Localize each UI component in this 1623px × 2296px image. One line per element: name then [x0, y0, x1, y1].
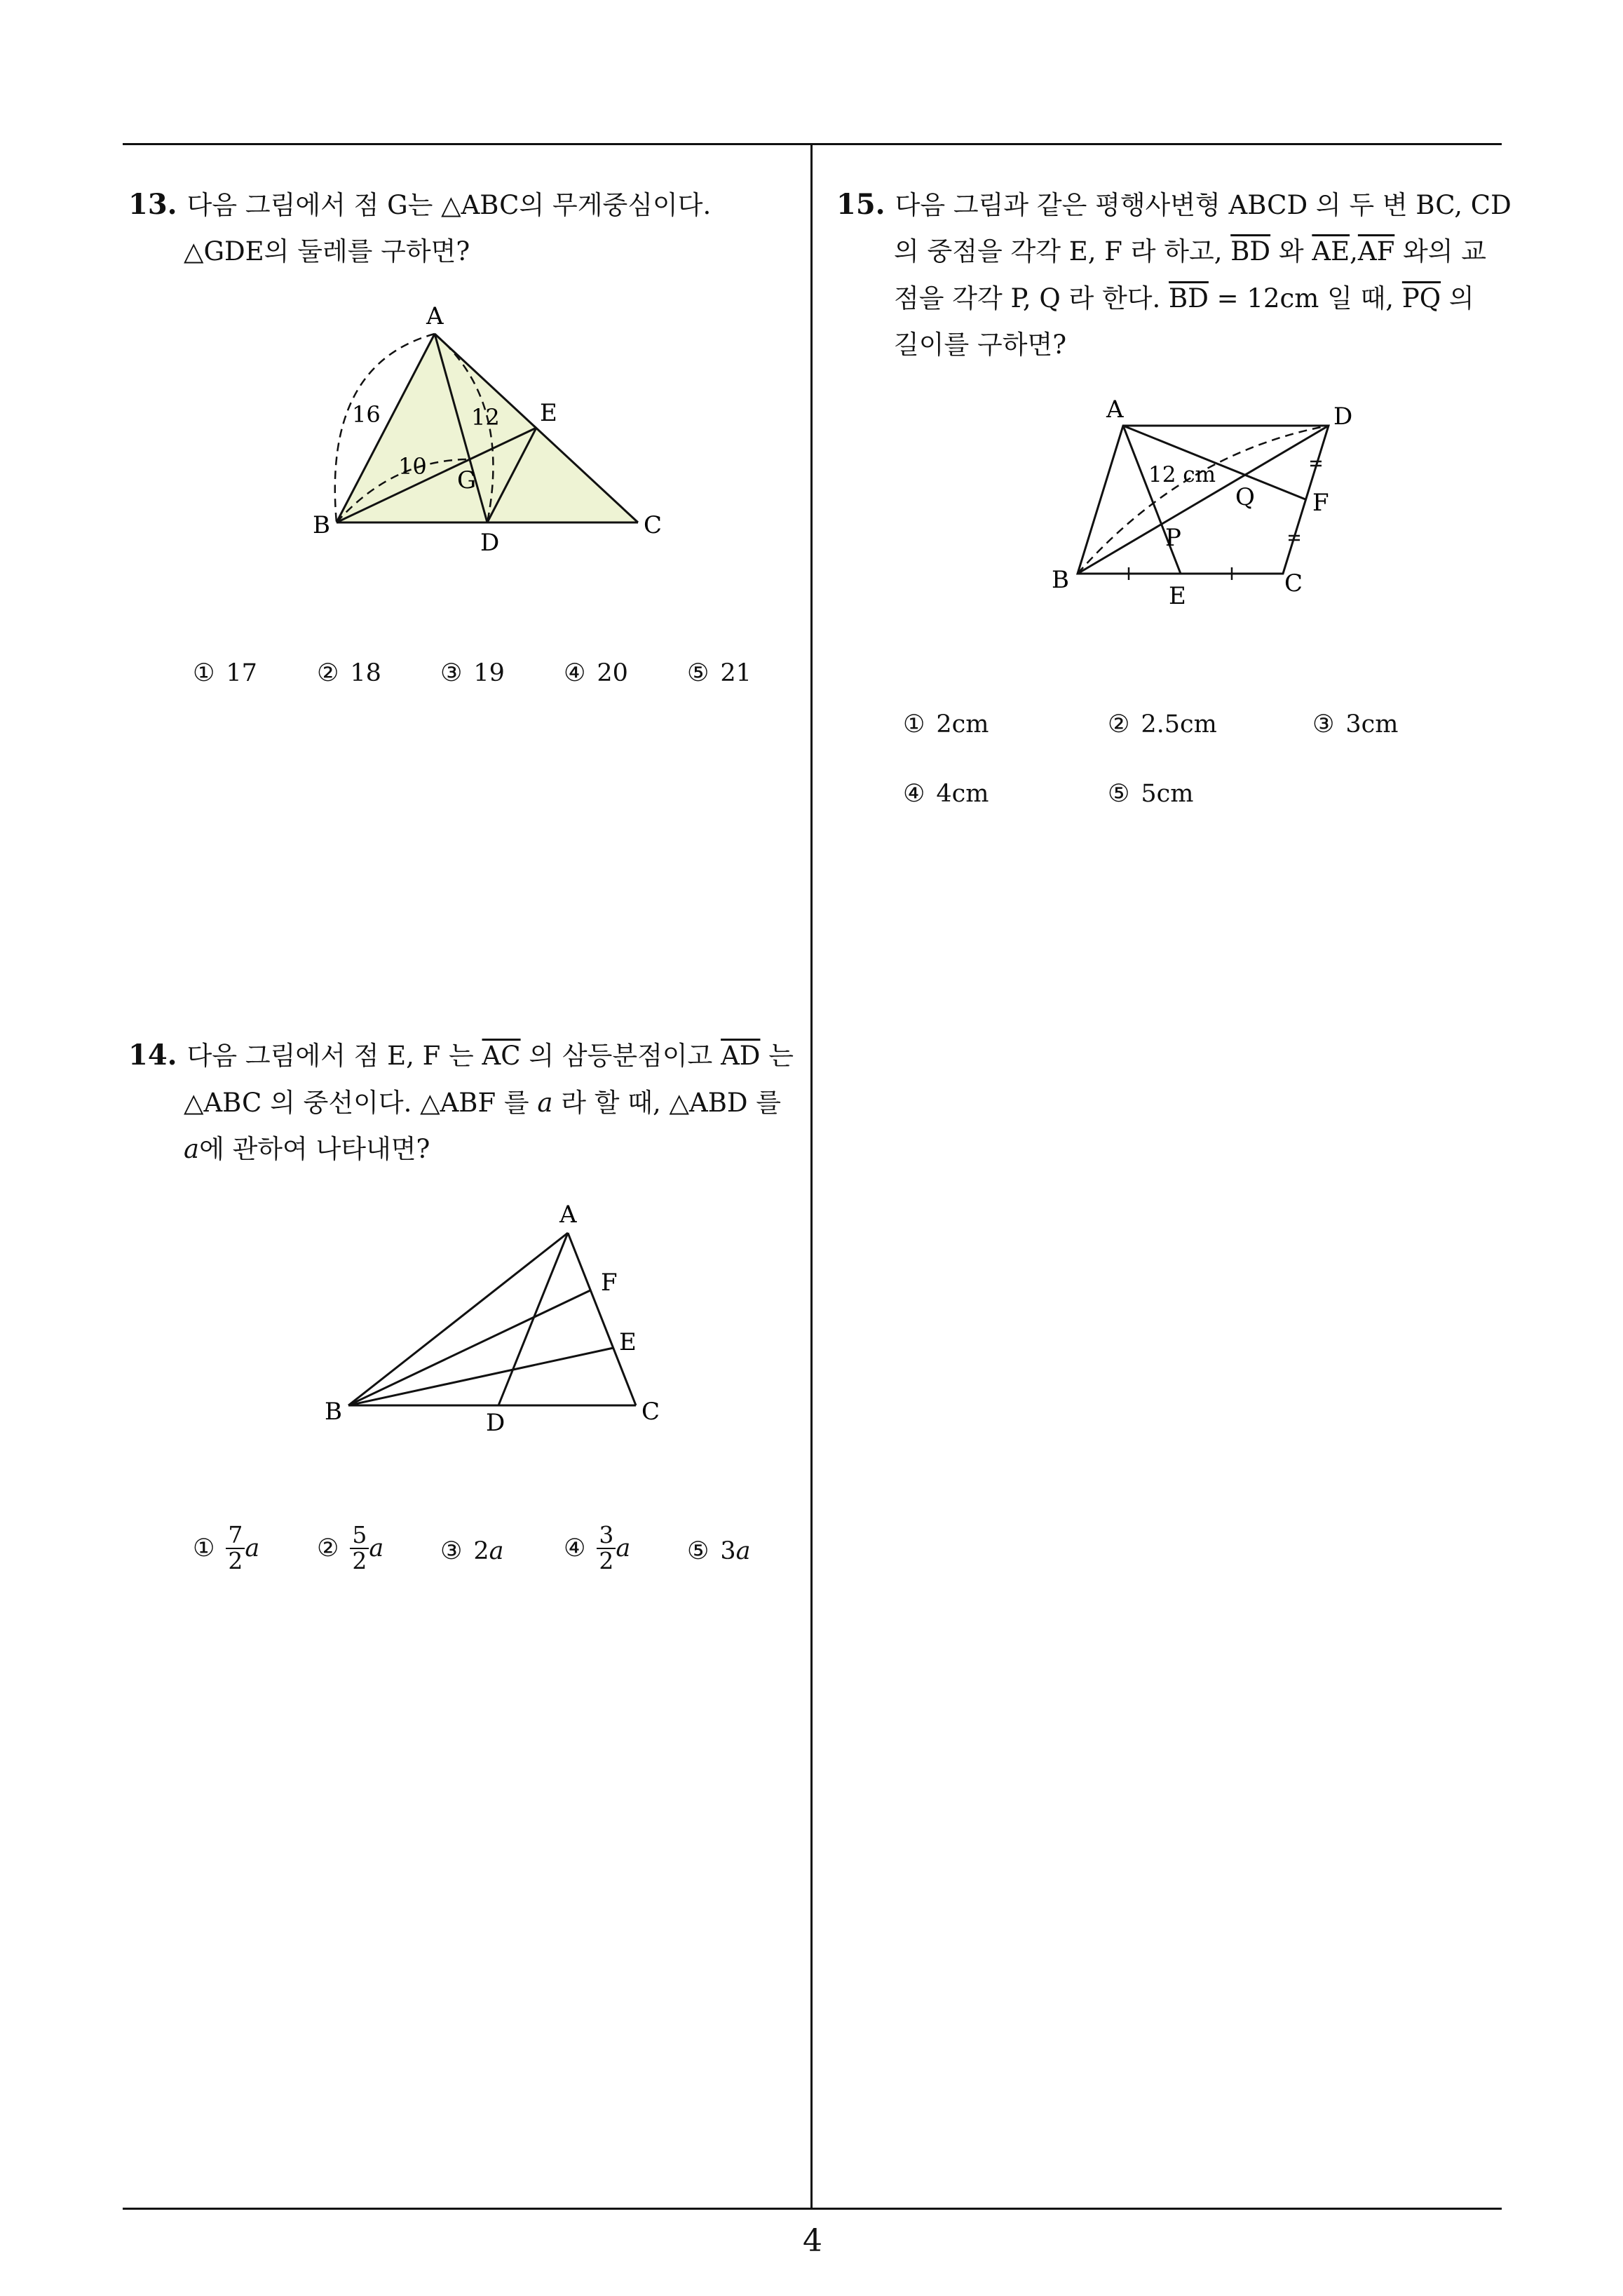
q13-label-e: E: [540, 399, 557, 427]
q13-length-12: 12: [471, 404, 500, 431]
bottom-rule: [123, 2208, 1502, 2210]
q15-label-p: P: [1165, 524, 1181, 552]
q13-choice-4[interactable]: ④ 20: [564, 659, 628, 687]
q14-side-ac: [568, 1233, 636, 1405]
q13-label-g: G: [457, 466, 477, 494]
q15-choice-4[interactable]: ④ 4cm: [903, 780, 989, 808]
q15-label-b: B: [1052, 566, 1069, 594]
q14-choice-4[interactable]: ④ $\frac{3}{2}$ a: [564, 1521, 631, 1574]
q14-side-ab: [348, 1233, 568, 1405]
q13-number: 13.: [128, 188, 177, 221]
q15-label-d: D: [1333, 403, 1353, 431]
q13-label-d: D: [480, 529, 500, 557]
q15-figure: [1045, 386, 1423, 617]
q13-label-a: A: [426, 302, 444, 330]
q13-text-2: △GDE의 둘레를 구하면?: [184, 236, 470, 266]
q14-number: 14.: [128, 1039, 177, 1072]
fraction: $\frac{7}{2}$: [226, 1523, 245, 1573]
page-number: 4: [803, 2223, 822, 2259]
q15-label-a: A: [1106, 396, 1124, 424]
q13-length-16: 16: [352, 401, 381, 428]
q15-label-c: C: [1284, 569, 1303, 597]
fraction: $\frac{3}{2}$: [597, 1523, 616, 1573]
column-divider: [810, 143, 813, 2209]
q14-label-d: D: [486, 1409, 505, 1431]
q15-choice-1[interactable]: ① 2cm: [903, 710, 989, 738]
q14-label-a: A: [559, 1201, 577, 1229]
q15-label-e: E: [1169, 582, 1186, 610]
q14-choice-1[interactable]: ① $\frac{7}{2}$ a: [193, 1521, 260, 1574]
q13-figure: [308, 302, 729, 582]
q14-segment-be: [348, 1348, 613, 1405]
q14-line3: a에 관하여 나타내면?: [184, 1134, 430, 1164]
q15-choice-3[interactable]: ③ 3cm: [1312, 710, 1399, 738]
q15-line2: 의 중점을 각각 E, F 라 하고, $\overline{BD}$ 와 $\overline{AE},\overline{AF}$ 와의 교: [894, 236, 1487, 266]
q15-line4: 길이를 구하면?: [894, 330, 1067, 360]
q14-figure: [319, 1199, 712, 1431]
q14-seg-ad: $\overline{AD}$: [721, 1041, 761, 1071]
q14-median-ad: [498, 1233, 568, 1405]
q13-label-b: B: [313, 511, 330, 539]
q15-label-f: F: [1312, 489, 1329, 517]
q14-segment-bf: [348, 1290, 590, 1405]
q15-choice-2[interactable]: ② 2.5cm: [1108, 710, 1217, 738]
q15-choice-5[interactable]: ⑤ 5cm: [1108, 780, 1194, 808]
q15-length-12cm: 12 cm: [1148, 462, 1216, 487]
q13-text-1: 다음 그림에서 점 G는 △ABC의 무게중심이다.: [186, 190, 712, 220]
q13-line1: [128, 184, 711, 222]
q15-line3: 점을 각각 P, Q 라 한다. $\overline{BD} = 12cm$ 일 때, $\overline{PQ}$ 의: [894, 283, 1474, 313]
q13-line2: [184, 230, 470, 268]
q13-length-10: 10: [398, 453, 427, 480]
fraction: $\frac{5}{2}$: [350, 1523, 369, 1573]
q15-label-q: Q: [1235, 483, 1255, 511]
q14-choice-5[interactable]: ⑤ 3 a: [687, 1537, 751, 1565]
q15-line1: 15. 다음 그림과 같은 평행사변형 ABCD 의 두 변 BC, CD: [836, 188, 1512, 221]
q14-seg-ac: $\overline{AC}$: [482, 1041, 521, 1071]
q14-line1: 14. 다음 그림에서 점 E, F 는 $\overline{AC}$ 의 삼등분점이고 $\overline{AD}$ 는: [128, 1039, 794, 1072]
q15-number: 15.: [836, 188, 885, 221]
q14-choice-3[interactable]: ③ 2 a: [440, 1537, 504, 1565]
q13-label-c: C: [644, 511, 663, 539]
q14-label-e: E: [619, 1328, 637, 1356]
q14-choice-2[interactable]: ② $\frac{5}{2}$ a: [317, 1521, 384, 1574]
q13-choice-3[interactable]: ③ 19: [440, 659, 505, 687]
q14-label-f: F: [601, 1269, 618, 1297]
q13-choice-5[interactable]: ⑤ 21: [687, 659, 752, 687]
q13-choice-1[interactable]: ① 17: [193, 659, 257, 687]
q13-choice-2[interactable]: ② 18: [317, 659, 381, 687]
q14-line2: △ABC 의 중선이다. △ABF 를 a 라 할 때, △ABD 를: [184, 1088, 782, 1118]
q14-label-c: C: [641, 1398, 660, 1426]
q14-label-b: B: [325, 1398, 342, 1426]
